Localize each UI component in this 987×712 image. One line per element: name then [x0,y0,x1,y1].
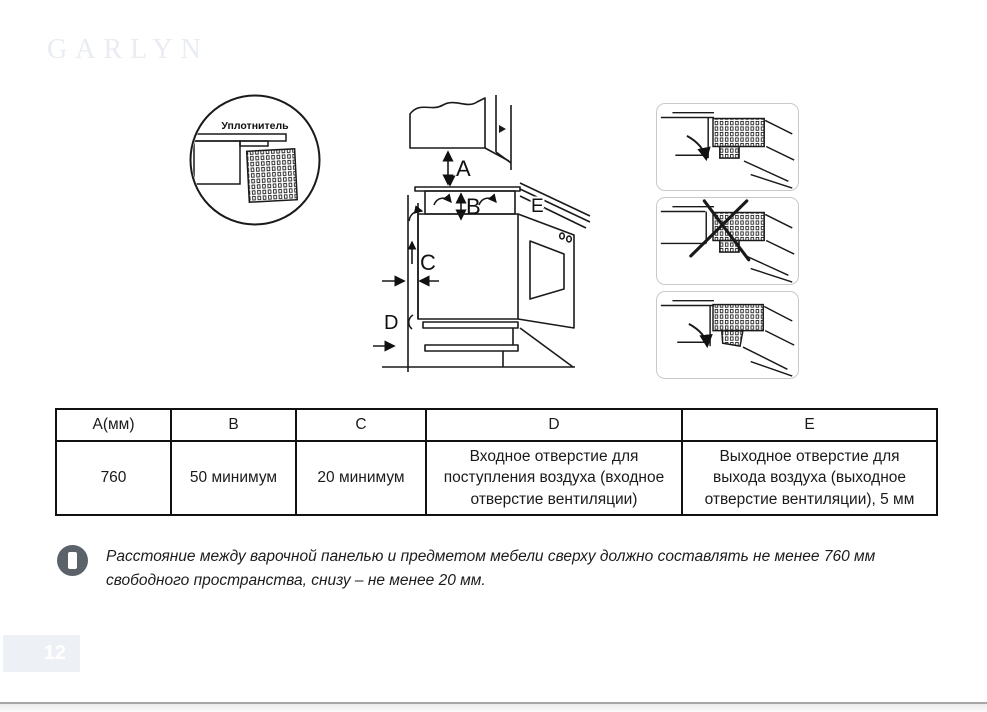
dimensions-table [55,408,938,516]
vent-correct-bottom-diagram [656,291,799,379]
vent-grid [713,118,764,146]
col-header-b: B [171,409,296,441]
cell-c-value: 20 минимум [296,441,426,515]
col-header-e: E [682,409,937,441]
note-text: Расстояние между варочной панелью и предметом мебели сверху должно составлять не менее 760 мм свободного пространства, снизу – не менее 20 мм. [106,548,876,590]
oven-door-window [530,241,564,299]
cell-e-value: Выходное отверстие для выхода воздуха (выходное отверстие вентиляции), 5 мм [682,441,937,515]
page-number-badge: 12 [3,635,80,672]
cell-d-value: Входное отверстие для поступления воздуха (входное отверстие вентиляции) [426,441,682,515]
table-row [56,441,937,515]
dim-label-c: C [420,250,436,275]
vent-grid [247,149,298,202]
oven-front [518,214,574,328]
oven-knob [560,233,565,239]
oven-knob [567,236,572,242]
drawing-lines [373,95,590,372]
cell-a-value: 760 [56,441,171,515]
vent-grid [713,305,763,331]
installation-drawing [368,88,608,388]
seal-label: Уплотнитель [221,120,289,132]
footer-divider [0,702,987,712]
vent-correct-top-diagram [656,103,799,191]
seal-detail-diagram [187,92,323,228]
col-header-d: D [426,409,682,441]
upper-cabinet [410,98,485,148]
dim-label-a: A [456,156,471,181]
table-header-row [56,409,937,441]
ventilation-options [656,103,799,379]
vent-incorrect-diagram [656,197,799,285]
dim-label-e: E [531,196,544,217]
col-header-c: C [296,409,426,441]
cell-b-value: 50 минимум [171,441,296,515]
dim-label-d: D [384,312,399,334]
note [57,545,896,593]
brand-logo: GARLYN [47,34,209,65]
info-icon [57,545,88,576]
dim-label-b: B [466,194,481,219]
col-header-a: А(мм) [56,409,171,441]
